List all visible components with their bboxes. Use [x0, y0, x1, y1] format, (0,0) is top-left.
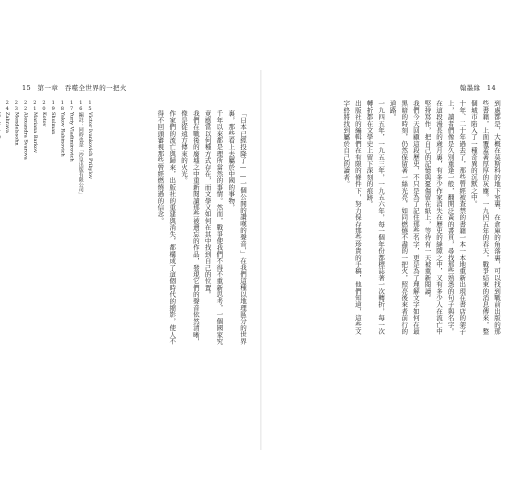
book-title: 翰墨緣	[459, 84, 481, 92]
body-paragraph: 我們今天回顧這段歷史，不只是為了記住那些名字，更是為了理解文字如何在最黑暗的時刻，仍然保留著一絲光亮，如同燃燒不盡的一把火，照亮後來者前行的道路。	[388, 100, 420, 335]
right-running-head	[456, 83, 496, 92]
quote-paragraph: 我們在戰後的廢墟之中重新閱讀那些被遺忘的作品，發現它們的聲音依然清晰，像是從遠方傳來的火光。	[180, 110, 200, 345]
block-quote	[110, 110, 248, 350]
footnote	[0, 100, 2, 340]
footnote: 21Mariana Barkov	[31, 100, 38, 153]
quote-paragraph: 千年以來都是理所當然的事情。然而，戰爭使我們不得不重新思考，一個國家究竟應當以何種方式存在，而文學又如何在其中找到自己的位置。	[203, 110, 224, 345]
body-text	[296, 100, 502, 340]
footnote: 15Victor Ivankovich Pribylov	[87, 100, 93, 179]
body-paragraph: 一九四五年，一九五三年，一九五六年，每一個年份都標誌著一次轉折，每一次轉折都在文學史上留下深刻的痕跡。	[365, 100, 386, 335]
body-paragraph: 出版社的編輯們在有限的條件下，努力保存那些珍貴的手稿，他們知道，這些文字終將找到屬於自己的讀者。	[342, 100, 362, 335]
body-paragraph: 在這段漫長的歲月裏，有多少作家消失在歷史的縫隙之中，又有多少人在流亡中堅持寫作，把自己的記憶與憂傷留在紙上，等待有一天被重新閱讀。	[423, 100, 444, 335]
chapter-label: 第一章	[37, 84, 59, 92]
quote-paragraph: 「日本已經投降了——一個公開的讚嘆的聲音，」在我們這種以地理區分的世界裏，那些看上去屬於中國的事物，	[227, 110, 247, 345]
footnotes	[4, 100, 94, 340]
left-page-number: 15	[22, 84, 32, 92]
left-running-head	[22, 83, 131, 92]
footnote: 20Kotov	[40, 100, 47, 127]
footnote: 18Yakov Rabinovich	[59, 100, 66, 157]
body-paragraph: 到處都是，大概在莫斯科的地下室裏、在倉庫的角落裏，可以找到戰前出版的那些書籍，上面覆蓋著厚厚的灰塵。一九四五年的春天，戰爭結束的消息傳來，整個城市陷入了一種奇異的沉默之中。	[469, 100, 501, 335]
quote-paragraph: 作家們的流亡與歸來，出版社的重建與消失，都構成了這個時代的縮影，使人不得不回頭審視那些曾經燃燒過的信念。	[156, 110, 177, 345]
footnote: 16編註：同時也是「沙皇出版有限公司」	[77, 100, 84, 197]
footnote: 19Shulman	[50, 100, 57, 135]
right-page	[262, 0, 520, 500]
body-paragraph: 十年、二十年過去了，那些曾經被查禁的書籍一本一本地重新出現在書店的架子上，讀者們像是久別重逢一般，翻開泛黃的書頁，尋找那些熟悉的句子與名字。	[446, 100, 467, 335]
footnote: 17Yuriy Vladimirovich	[68, 100, 75, 162]
footnote: 23Mendelssohn	[13, 100, 20, 146]
footnote: 24Zahrava	[4, 100, 11, 133]
right-page-number: 14	[486, 84, 496, 92]
chapter-title: 吞噬全世界的一把火	[64, 84, 127, 92]
footnote: 22Alexandra Svarova	[22, 100, 29, 160]
